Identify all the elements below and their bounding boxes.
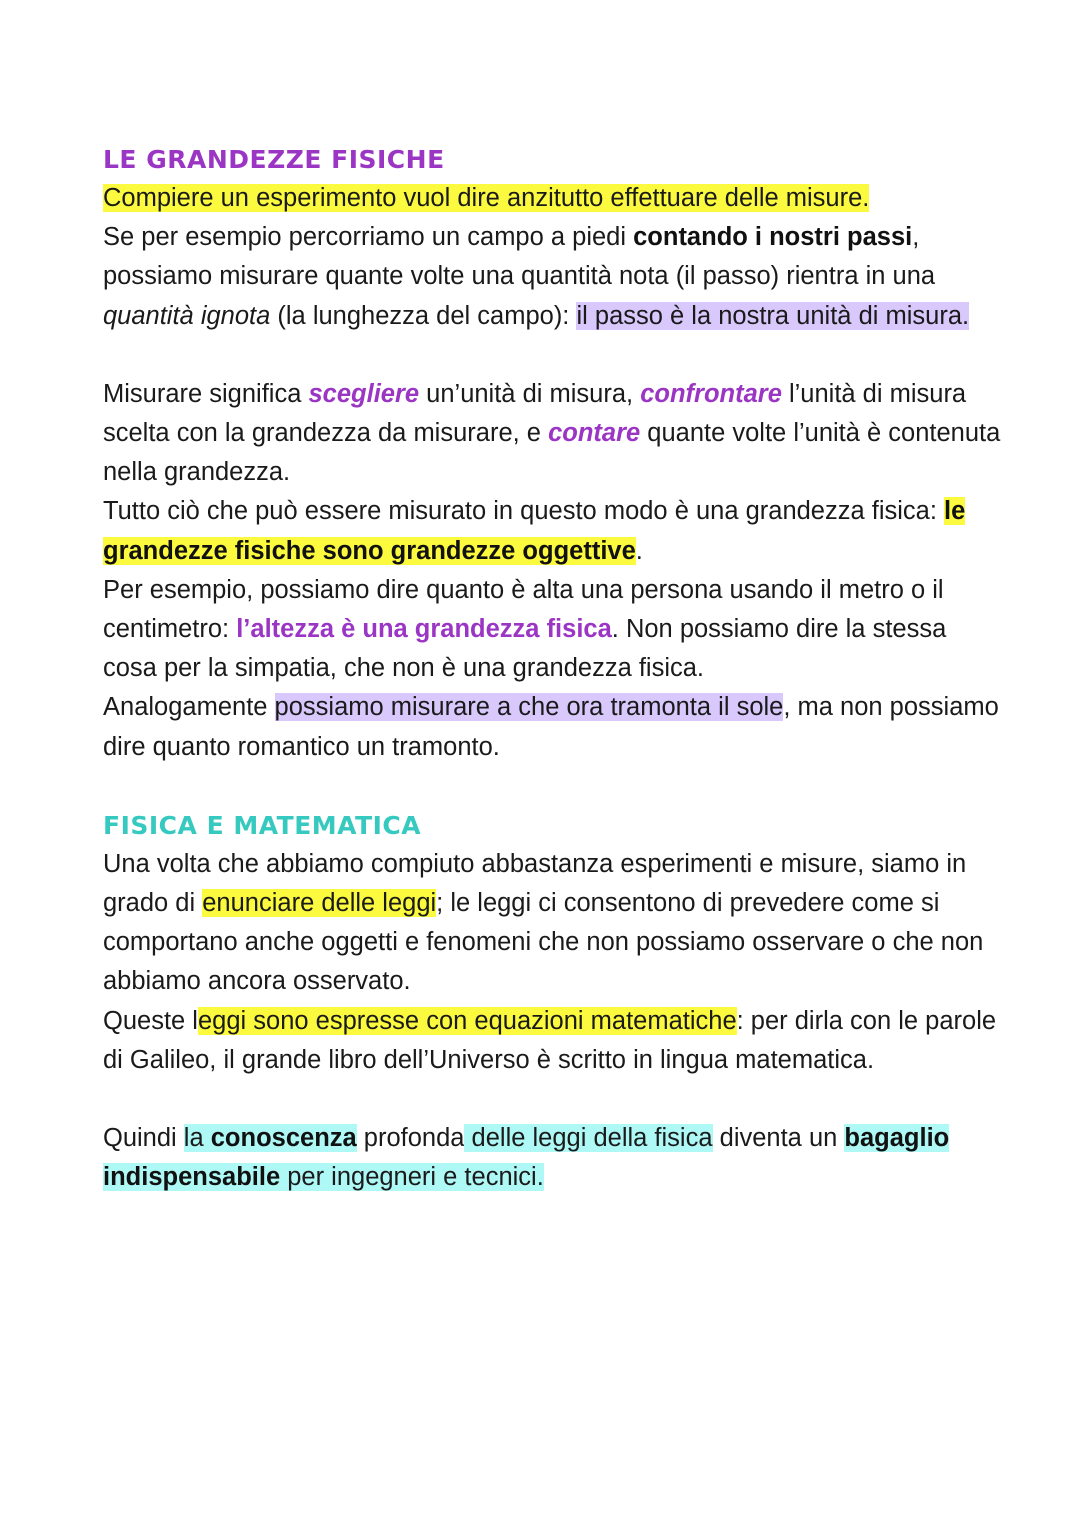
highlight-lavender: il passo è la nostra unità di misura. <box>576 301 970 330</box>
emphasis-text: contare <box>548 419 641 448</box>
text: profonda <box>356 1124 465 1153</box>
paragraph-altezza <box>103 571 1003 689</box>
highlight-cyan <box>184 1124 357 1152</box>
highlight-yellow: Compiere un esperimento vuol dire anzitutto effettuare delle misure. <box>103 184 870 212</box>
text: ; le leggi ci consentono di prevedere come si comportano anche oggetti e fenomeni che non possiamo osservare o che non abbiamo ancora osservato. <box>103 889 984 996</box>
text: Per esempio, possiamo dire quanto è alta una persona usando il metro o il centimetro: <box>103 575 944 644</box>
paragraph-oggettive <box>103 492 1003 570</box>
text: Se per esempio percorriamo un campo a piedi <box>103 223 634 252</box>
bold-text: bagaglio indispensabile <box>103 1124 950 1192</box>
section-title-grandezze: LE GRANDEZZE FISICHE <box>103 145 445 174</box>
section-title-matematica: FISICA E MATEMATICA <box>103 810 422 840</box>
purple-bold-text: l’altezza è una grandezza fisica <box>236 615 612 644</box>
text: diventa un <box>712 1124 845 1153</box>
bold-text: contando i nostri passi <box>633 223 913 252</box>
paragraph-leggi <box>103 845 1003 1002</box>
text: la <box>183 1124 211 1153</box>
document-body <box>103 140 1003 1197</box>
text: quante volte l’unità è contenuta nella grandezza. <box>103 419 1001 487</box>
text: per ingegneri e tecnici. <box>280 1163 544 1192</box>
highlight-yellow-bold: le grandezze fisiche sono grandezze oggettive <box>103 497 966 565</box>
text: Una volta che abbiamo compiuto abbastanza esperimenti e misure, siamo in grado di <box>103 849 967 918</box>
text: Queste l <box>103 1006 198 1035</box>
highlight-yellow: eggi sono espresse con equazioni matematiche <box>197 1006 737 1035</box>
bold-text: conoscenza <box>210 1124 357 1153</box>
paragraph-galileo <box>103 1002 1003 1080</box>
text: l’unità di misura scelta con la grandezza da misurare, e <box>103 379 967 448</box>
spacer <box>103 336 1003 375</box>
text: Analogamente <box>103 693 275 722</box>
text: . <box>635 536 643 565</box>
highlight-yellow: enunciare delle leggi <box>202 889 437 918</box>
italic-text: quantità ignota <box>103 301 271 330</box>
text: : per dirla con le parole di Galileo, il grande libro dell’Universo è scritto in lingua matematica. <box>103 1006 997 1074</box>
paragraph-tramonto <box>103 688 1003 766</box>
text: Misurare significa <box>103 379 309 408</box>
highlight-cyan: delle leggi della fisica <box>464 1124 713 1153</box>
emphasis-text: confrontare <box>640 379 782 408</box>
highlight-lavender: possiamo misurare a che ora tramonta il sole <box>274 693 784 722</box>
text: , possiamo misurare quante volte una quantità nota (il passo) rientra in una <box>103 223 936 291</box>
paragraph-passi <box>103 218 1003 336</box>
text: un’unità di misura, <box>419 379 641 408</box>
text: (la lunghezza del campo): <box>270 301 577 330</box>
text: . Non possiamo dire la stessa cosa per la simpatia, che non è una grandezza fisica. <box>103 615 947 683</box>
text: Quindi <box>103 1124 184 1153</box>
paragraph-conoscenza <box>103 1119 1003 1197</box>
paragraph-misurare <box>103 375 1003 493</box>
emphasis-text: scegliere <box>308 379 420 408</box>
spacer <box>103 1080 1003 1119</box>
text: Tutto ciò che può essere misurato in questo modo è una grandezza fisica: <box>103 497 945 526</box>
paragraph-intro <box>103 179 1003 218</box>
spacer <box>103 767 1003 806</box>
text: , ma non possiamo dire quanto romantico un tramonto. <box>103 693 999 761</box>
